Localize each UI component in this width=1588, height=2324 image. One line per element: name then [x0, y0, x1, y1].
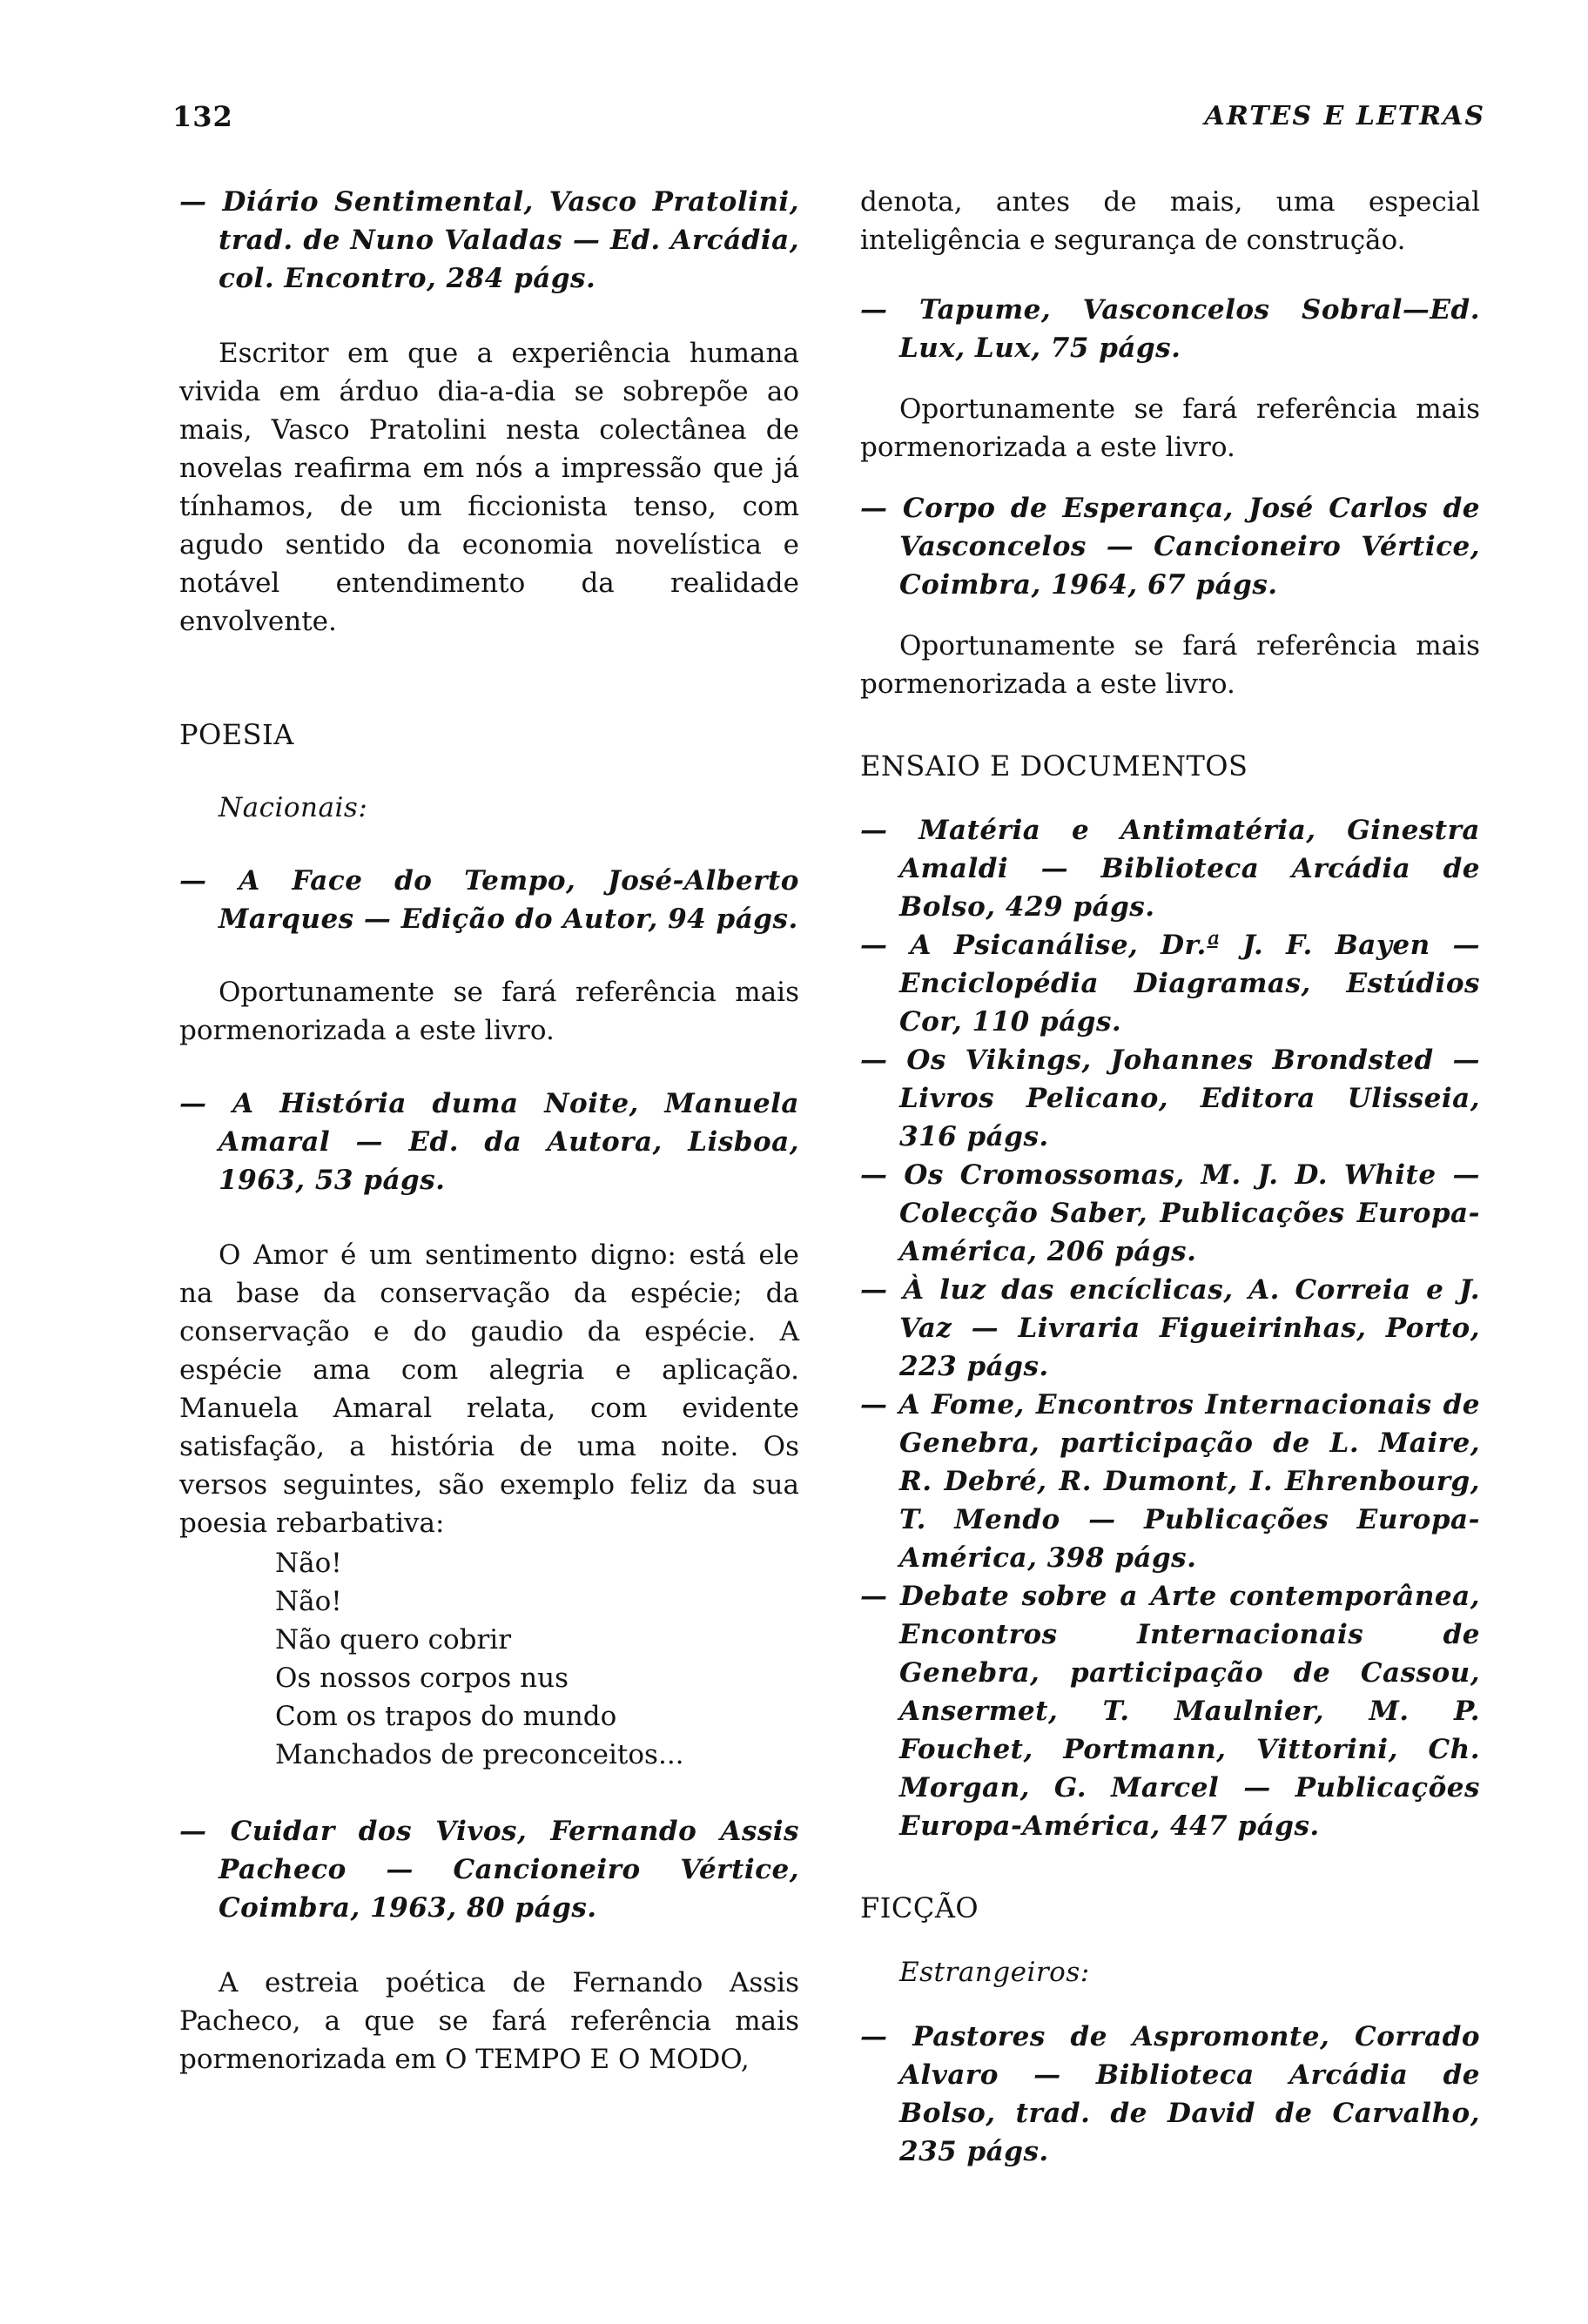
- subheading-estrangeiros: Estrangeiros:: [899, 1957, 1090, 1988]
- review-paragraph-continued: denota, antes de mais, uma especial inteligência e segurança de construção.: [860, 186, 1480, 256]
- right-column: [860, 183, 1480, 2171]
- poem-quote: [179, 1544, 799, 1774]
- running-title: ARTES E LETRAS: [1204, 101, 1485, 131]
- poem-line: Os nossos corpos nus: [275, 1662, 569, 1694]
- review-paragraph: Oportunamente se fará referência mais pormenorizada a este livro.: [860, 630, 1480, 700]
- poem-line: Não!: [275, 1586, 342, 1617]
- review-paragraph: Oportunamente se fará referência mais pormenorizada a este livro.: [179, 977, 799, 1046]
- section-heading-ficcao: FICÇÃO: [860, 1891, 979, 1924]
- book-entry: — Debate sobre a Arte contemporânea, Encontros Internacionais de Genebra, participação de Cassou, Ansermet, T. Maulnier, M. P. Fouchet, Portmann, Vittorini, Ch. Morgan, G. Marcel — Publicações Europa-América, 447 págs.: [860, 1581, 1480, 1842]
- review-paragraph: O Amor é um sentimento digno: está ele na base da conservação da espécie; da conservação e do gaudio da espécie. A espécie ama com alegria e aplicação. Manuela Amaral relata, com evidente satisfação, a história de uma noite. Os versos seguintes, são exemplo feliz da sua poesia rebarbativa:: [179, 1239, 799, 1539]
- ensaio-list: [860, 811, 1480, 1845]
- book-entry: — A História duma Noite, Manuela Amaral — Ed. da Autora, Lisboa, 1963, 53 págs.: [179, 1088, 799, 1196]
- subheading-nacionais: Nacionais:: [219, 792, 368, 823]
- review-paragraph: Escritor em que a experiência humana vivida em árduo dia-a-dia se sobrepõe ao mais, Vasco Pratolini nesta colectânea de novelas reafirma em nós a impressão que já tínhamos, de um ficcionista tenso, com agudo sentido da economia novelística e notável entendimento da realidade envolvente.: [179, 338, 799, 637]
- book-entry: — Diário Sentimental, Vasco Pratolini, trad. de Nuno Valadas — Ed. Arcádia, col. Encontro, 284 págs.: [179, 186, 799, 294]
- poem-line: Com os trapos do mundo: [275, 1701, 617, 1732]
- book-entry: — Cuidar dos Vivos, Fernando Assis Pacheco — Cancioneiro Vértice, Coimbra, 1963, 80 págs.: [179, 1816, 799, 1924]
- section-heading-ensaio: ENSAIO E DOCUMENTOS: [860, 749, 1248, 783]
- book-entry: — Matéria e Antimatéria, Ginestra Amaldi — Biblioteca Arcádia de Bolso, 429 págs.: [860, 815, 1480, 923]
- page-number: 132: [172, 100, 233, 133]
- book-entry: — Os Vikings, Johannes Brondsted — Livros Pelicano, Editora Ulisseia, 316 págs.: [860, 1044, 1480, 1152]
- poem-line: Manchados de preconceitos...: [275, 1739, 684, 1770]
- left-column: [179, 183, 799, 2079]
- book-entry: — A Face do Tempo, José-Alberto Marques — Edição do Autor, 94 págs.: [179, 865, 799, 935]
- book-entry: — Os Cromossomas, M. J. D. White — Colecção Saber, Publicações Europa-América, 206 págs.: [860, 1159, 1480, 1267]
- poem-line: Não quero cobrir: [275, 1624, 512, 1656]
- poem-line: Não!: [275, 1548, 342, 1579]
- review-paragraph: A estreia poética de Fernando Assis Pacheco, a que se fará referência mais pormenorizada em O TEMPO E O MODO,: [179, 1967, 799, 2075]
- book-entry: — Tapume, Vasconcelos Sobral—Ed. Lux, Lux, 75 págs.: [860, 294, 1480, 364]
- book-entry: — A Fome, Encontros Internacionais de Genebra, participação de L. Maire, R. Debré, R. Dumont, I. Ehrenbourg, T. Mendo — Publicações Europa-América, 398 págs.: [860, 1389, 1480, 1574]
- book-entry: — Corpo de Esperança, José Carlos de Vasconcelos — Cancioneiro Vértice, Coimbra, 1964, 67 págs.: [860, 493, 1480, 601]
- book-entry: — À luz das encíclicas, A. Correia e J. Vaz — Livraria Figueirinhas, Porto, 223 págs.: [860, 1274, 1480, 1382]
- review-paragraph: Oportunamente se fará referência mais pormenorizada a este livro.: [860, 393, 1480, 463]
- book-entry: — A Psicanálise, Dr.ª J. F. Bayen — Enciclopédia Diagramas, Estúdios Cor, 110 págs.: [860, 930, 1480, 1038]
- book-entry: — Pastores de Aspromonte, Corrado Alvaro — Biblioteca Arcádia de Bolso, trad. de David de Carvalho, 235 págs.: [860, 2021, 1480, 2167]
- section-heading-poesia: POESIA: [179, 718, 294, 751]
